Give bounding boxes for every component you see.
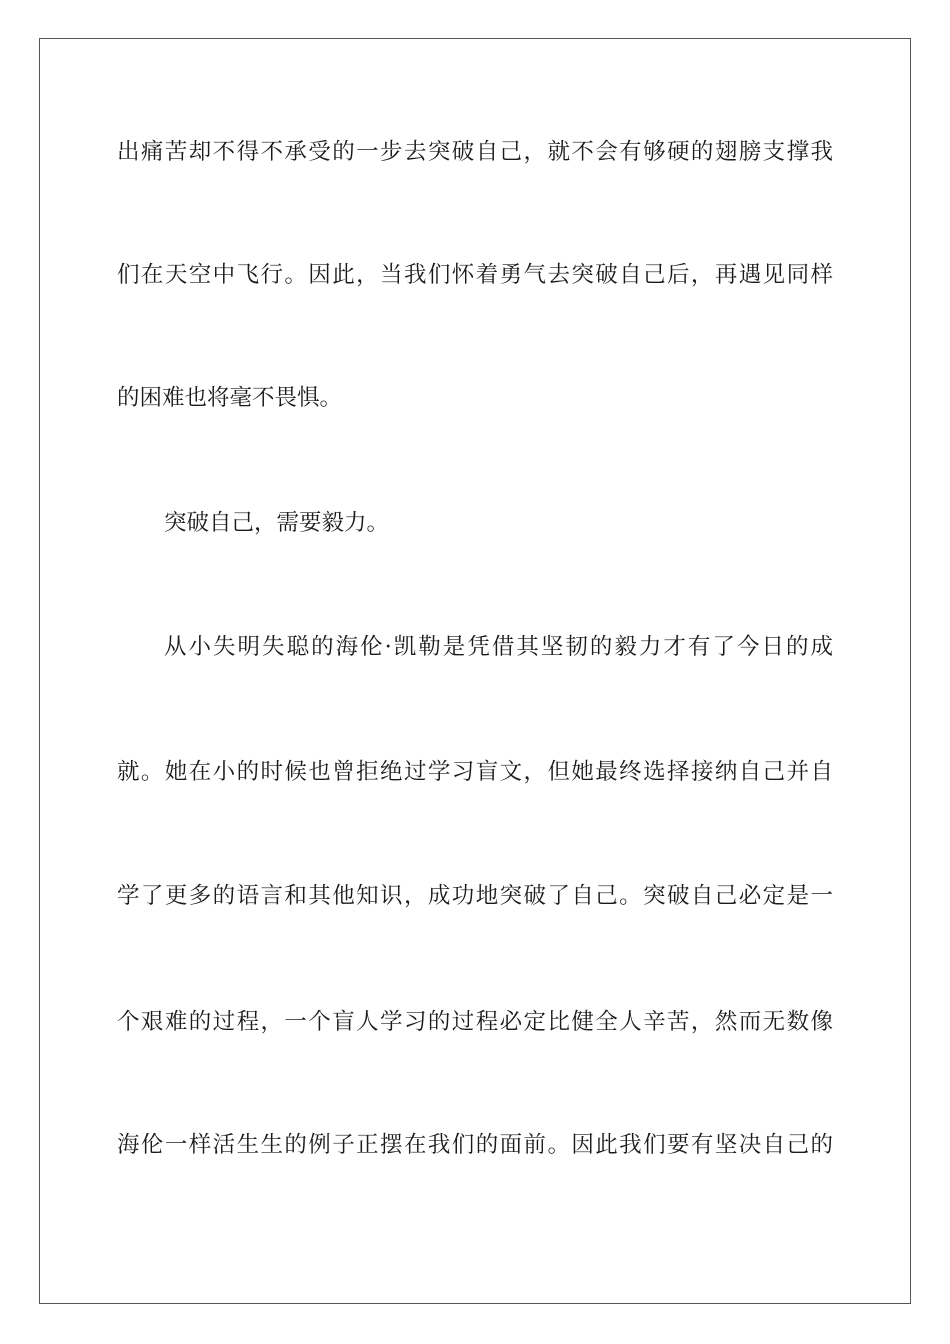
- text-line: 个艰难的过程，一个盲人学习的过程必定比健全人辛苦，然而无数像: [117, 1009, 833, 1035]
- page-frame: [39, 38, 911, 1304]
- text-line: 的困难也将毫不畏惧。: [117, 385, 343, 411]
- text-line: 学了更多的语言和其他知识，成功地突破了自己。突破自己必定是一: [117, 883, 833, 909]
- text-line: 出痛苦却不得不承受的一步去突破自己，就不会有够硬的翅膀支撑我: [117, 139, 833, 165]
- text-line: 海伦一样活生生的例子正摆在我们的面前。因此我们要有坚决自己的: [117, 1132, 833, 1158]
- text-line: 们在天空中飞行。因此，当我们怀着勇气去突破自己后，再遇见同样: [117, 262, 833, 288]
- text-line: 就。她在小的时候也曾拒绝过学习盲文，但她最终选择接纳自己并自: [117, 759, 833, 785]
- text-line: 从小失明失聪的海伦·凯勒是凭借其坚韧的毅力才有了今日的成: [164, 634, 833, 660]
- section-heading-line: 突破自己，需要毅力。: [164, 510, 390, 536]
